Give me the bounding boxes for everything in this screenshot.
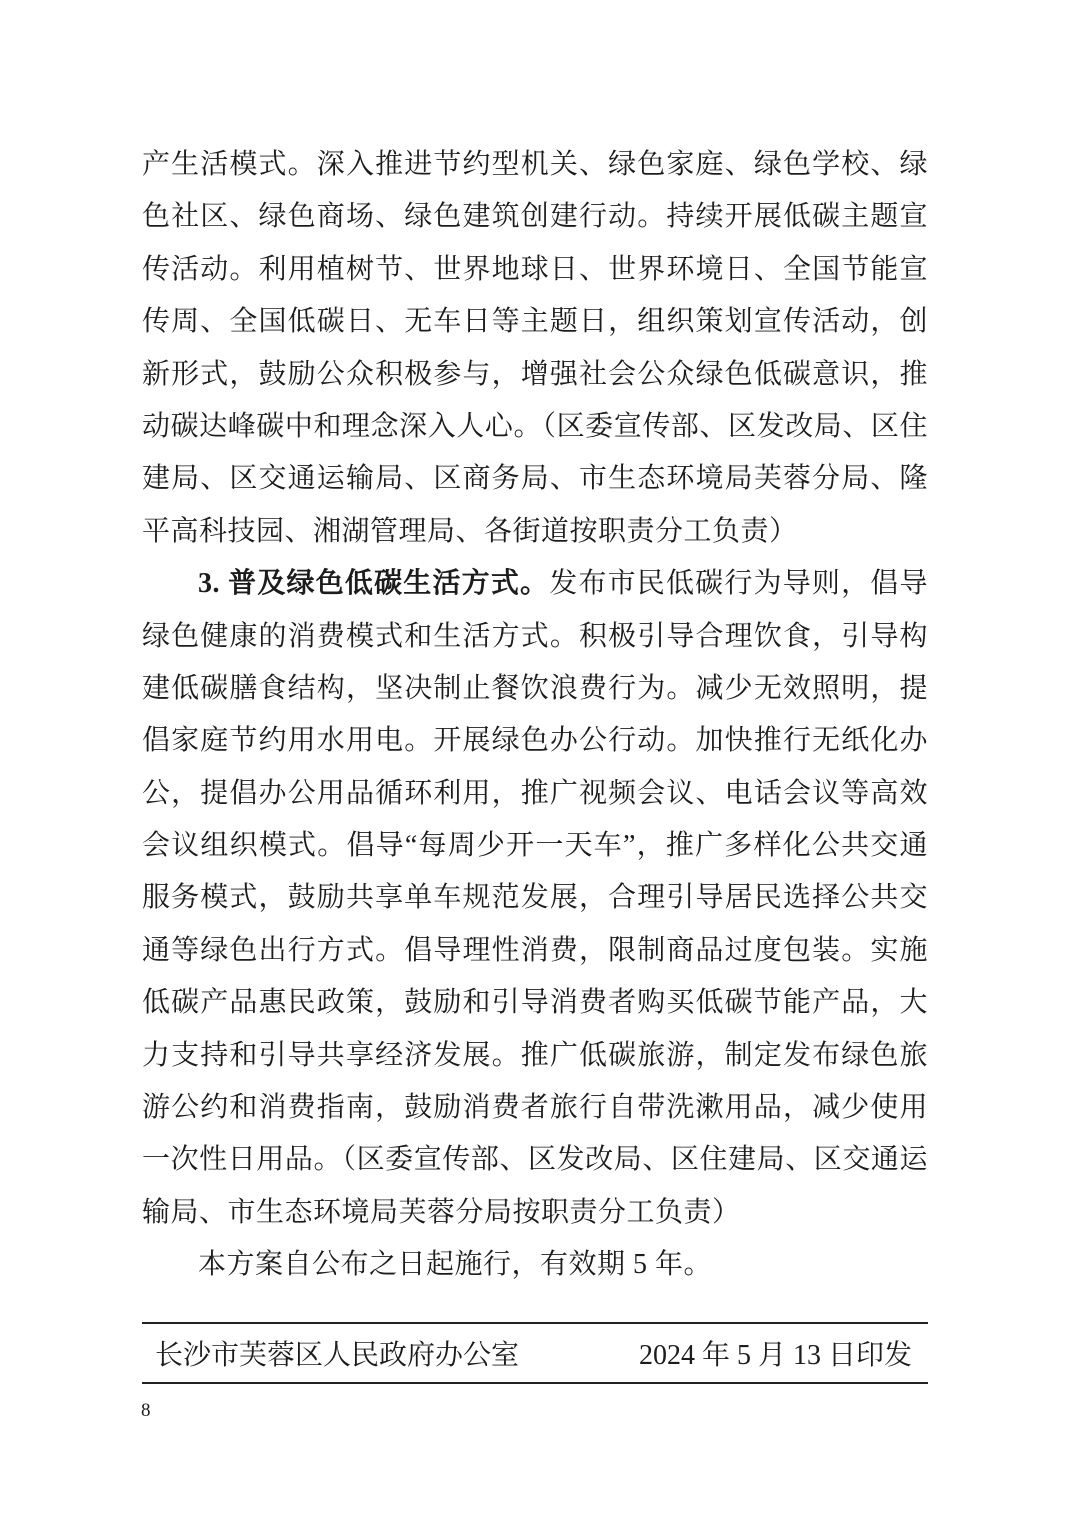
page-footer (142, 1322, 928, 1384)
section-3-heading: 3. 普及绿色低碳生活方式。 (198, 568, 550, 600)
section-3-lead-text: 发布市民低碳行为导则，倡导 (549, 568, 928, 600)
section-3-heading-line (142, 558, 928, 610)
body-text-line: 新形式，鼓励公众积极参与，增强社会公众绿色低碳意识，推 (142, 358, 928, 390)
body-text-line: 产生活模式。深入推进节约型机关、绿色家庭、绿色学校、绿 (142, 149, 928, 180)
body-text-line: 传活动。利用植树节、世界地球日、世界环境日、全国节能宣 (142, 253, 928, 285)
body-text-line: 建局、区交通运输局、区商务局、市生态环境局芙蓉分局、隆 (142, 463, 928, 495)
body-text-line: 色社区、绿色商场、绿色建筑创建行动。持续开展低碳主题宣 (142, 201, 928, 233)
footer-divider-bottom (142, 1382, 928, 1384)
body-text-line: 力支持和引导共享经济发展。推广低碳旅游，制定发布绿色旅 (142, 1039, 928, 1071)
effective-period-line: 本方案自公布之日起施行，有效期 5 年。 (198, 1249, 713, 1281)
body-text-line: 游公约和消费指南，鼓励消费者旅行自带洗漱用品，减少使用 (142, 1092, 928, 1124)
body-text-line: 建低碳膳食结构，坚决制止餐饮浪费行为。减少无效照明，提 (142, 672, 928, 704)
body-text-line: 动碳达峰碳中和理念深入人心。（区委宣传部、区发改局、区住 (142, 410, 928, 442)
body-text-line: 低碳产品惠民政策，鼓励和引导消费者购买低碳节能产品，大 (142, 987, 928, 1019)
page-number: 8 (141, 1400, 151, 1421)
body-text-line: 一次性日用品。（区委宣传部、区发改局、区住建局、区交通运 (142, 1144, 928, 1176)
footer-issuer: 长沙市芙蓉区人民政府办公室 (155, 1340, 520, 1371)
body-text-line: 通等绿色出行方式。倡导理性消费，限制商品过度包装。实施 (142, 934, 928, 966)
body-text-line: 倡家庭节约用水用电。开展绿色办公行动。加快推行无纸化办 (142, 725, 928, 757)
body-text-line: 会议组织模式。倡导“每周少开一天车”，推广多样化公共交通 (142, 830, 928, 862)
body-text-line: 输局、市生态环境局芙蓉分局按职责分工负责） (142, 1196, 741, 1228)
body-text-line: 传周、全国低碳日、无车日等主题日，组织策划宣传活动，创 (142, 306, 928, 338)
footer-row (142, 1324, 928, 1382)
footer-print-date: 2024 年 5 月 13 日印发 (638, 1340, 912, 1371)
document-body (142, 139, 928, 1292)
body-text-line: 公，提倡办公用品循环利用，推广视频会议、电话会议等高效 (142, 777, 928, 809)
body-text-line: 服务模式，鼓励共享单车规范发展，合理引导居民选择公共交 (142, 882, 928, 914)
body-text-line: 绿色健康的消费模式和生活方式。积极引导合理饮食，引导构 (142, 620, 928, 652)
body-text-line: 平高科技园、湘湖管理局、各街道按职责分工负责） (142, 515, 798, 547)
